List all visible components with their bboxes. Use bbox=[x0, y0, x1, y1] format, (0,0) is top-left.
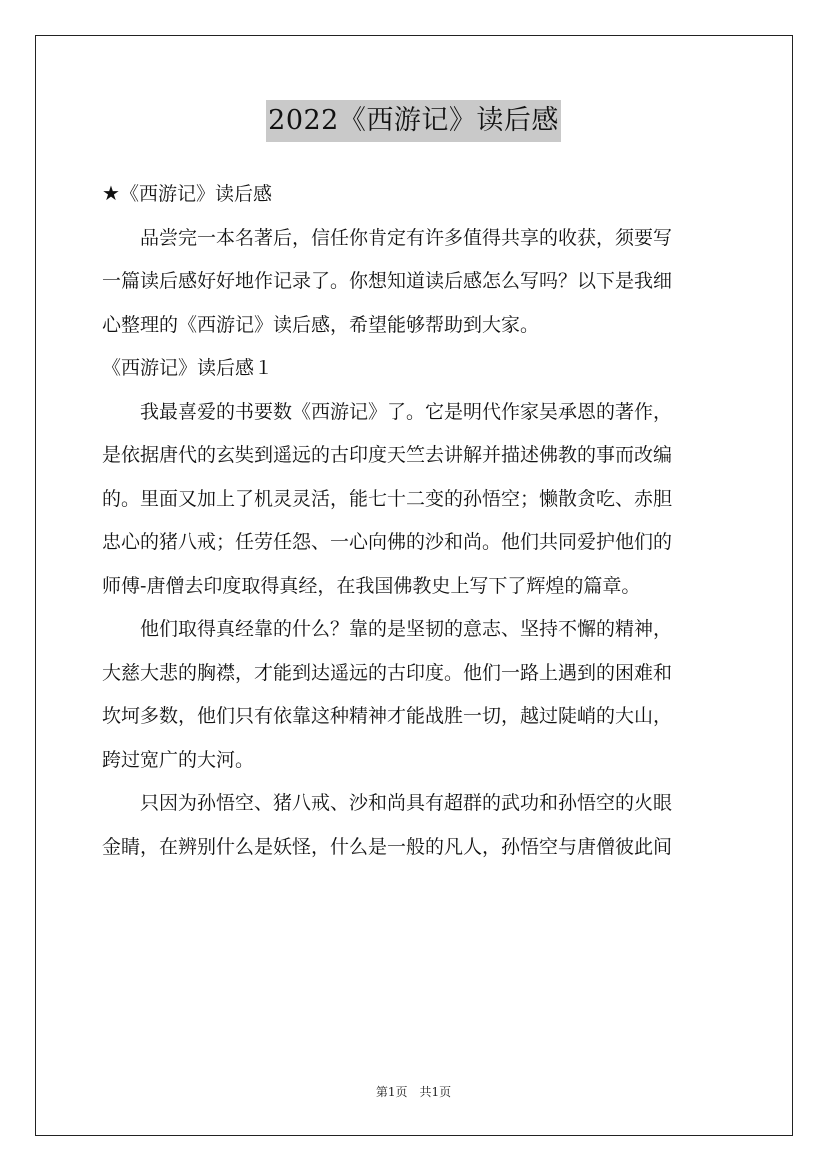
paragraph-line: 只因为孙悟空、猪八戒、沙和尚具有超群的武功和孙悟空的火眼 bbox=[140, 792, 673, 814]
paragraph-line: 他们取得真经靠的什么？靠的是坚韧的意志、坚持不懈的精神， bbox=[140, 618, 673, 640]
paragraph-line: 师傅-唐僧去印度取得真经，在我国佛教史上写下了辉煌的篇章。 bbox=[102, 574, 641, 597]
essay-paragraph-3 bbox=[102, 782, 728, 869]
paragraph-line: 我最喜爱的书要数《西游记》了。它是明代作家吴承恩的著作， bbox=[140, 400, 673, 423]
title-container bbox=[0, 100, 827, 142]
star-icon: ★ bbox=[102, 181, 120, 205]
essay-subheading: 《西游记》读后感１ bbox=[102, 357, 274, 379]
section-heading bbox=[102, 172, 728, 217]
paragraph-line: 心整理的《西游记》读后感，希望能够帮助到大家。 bbox=[102, 313, 540, 336]
essay-paragraph-1 bbox=[102, 391, 728, 609]
essay-paragraph-2 bbox=[102, 608, 728, 782]
paragraph-line: 金睛，在辨别什么是妖怪，什么是一般的凡人，孙悟空与唐僧彼此间 bbox=[102, 835, 673, 858]
paragraph-line: 品尝完一本名著后，信任你肯定有许多值得共享的收获，须要写 bbox=[140, 226, 673, 249]
document-body bbox=[102, 172, 728, 869]
paragraph-line: 坎坷多数，他们只有依靠这种精神才能战胜一切，越过陡峭的大山， bbox=[102, 705, 673, 727]
paragraph-line: 大慈大悲的胸襟，才能到达遥远的古印度。他们一路上遇到的困难和 bbox=[102, 661, 673, 684]
page-footer: 第1页 共1页 bbox=[375, 1085, 452, 1099]
paragraph-line: 一篇读后感好好地作记录了。你想知道读后感怎么写吗？以下是我细 bbox=[102, 270, 673, 292]
paragraph-line: 忠心的猪八戒；任劳任怨、一心向佛的沙和尚。他们共同爱护他们的 bbox=[102, 531, 673, 553]
section-heading-text: 《西游记》读后感 bbox=[119, 183, 272, 205]
paragraph-line: 是依据唐代的玄奘到遥远的古印度天竺去讲解并描述佛教的事而改编 bbox=[102, 444, 673, 466]
document-title: 2022《西游记》读后感 bbox=[266, 100, 561, 142]
paragraph-line: 跨过宽广的大河。 bbox=[102, 748, 255, 771]
paragraph-line: 的。里面又加上了机灵灵活，能七十二变的孙悟空；懒散贪吃、赤胆 bbox=[102, 487, 673, 510]
intro-paragraph bbox=[102, 217, 728, 348]
